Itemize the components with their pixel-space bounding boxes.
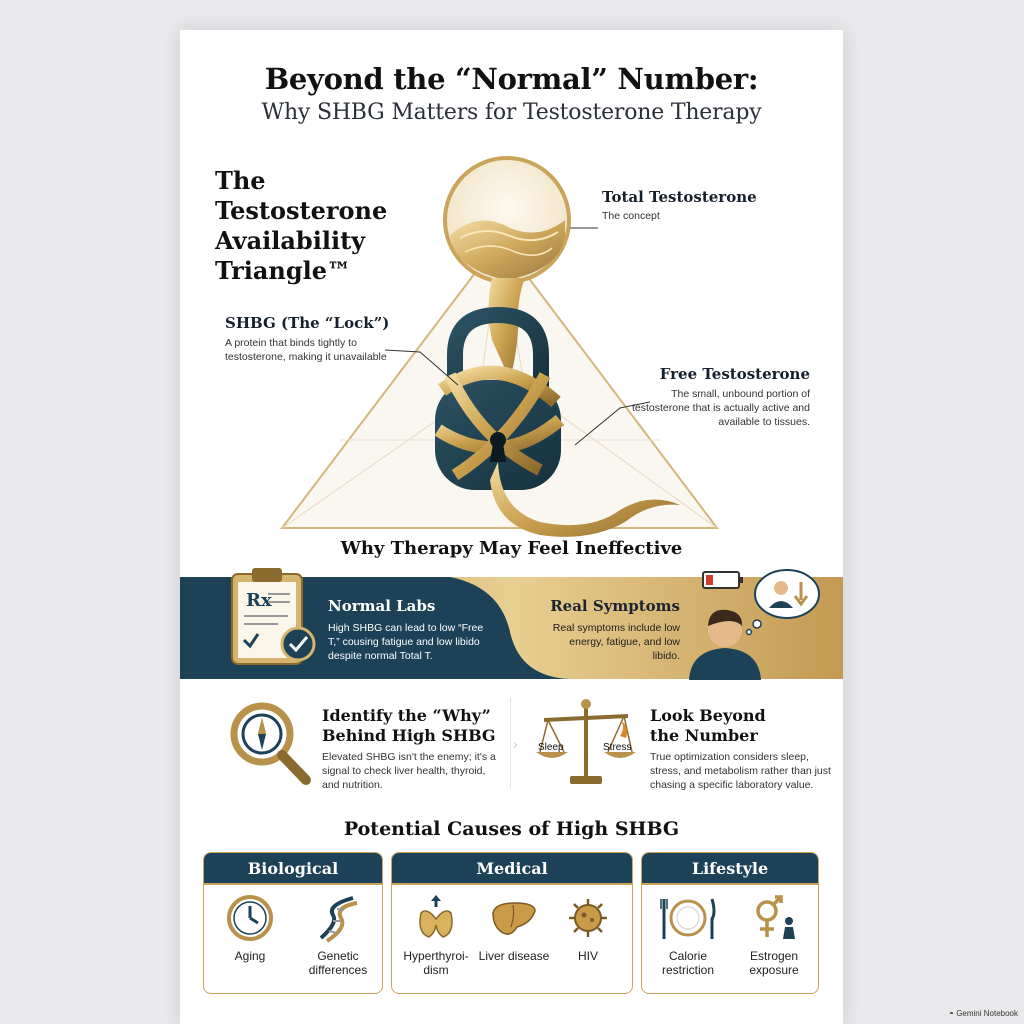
free-testosterone-text: The small, unbound portion of testosterone that is actually active and available to tissues. — [631, 388, 810, 428]
look-beyond-text: True optimization considers sleep, stress, and metabolism rather than just chasing a specific laboratory value. — [650, 751, 831, 791]
total-testosterone-text: The concept — [602, 210, 660, 222]
hiv-label: HIV — [577, 949, 598, 963]
liver-icon — [489, 893, 539, 943]
real-symptoms-text: Real symptoms include low energy, fatigue, and low libido. — [552, 622, 680, 662]
watermark — [949, 1009, 1018, 1018]
identify-why-heading: Identify the “Why” Behind High SHBG — [322, 706, 496, 745]
balance-scale-icon — [534, 696, 638, 788]
dna-icon — [313, 893, 363, 943]
biological-card — [203, 852, 383, 994]
magnifier-compass-icon — [228, 700, 314, 790]
shbg-text: A protein that binds tightly to testosterone, making it unavailable — [225, 337, 387, 363]
normal-labs-text: High SHBG can lead to low “Free T,” cousing fatigue and low libido despite normal Total T. — [328, 622, 484, 662]
normal-labs-heading: Normal Labs — [328, 597, 436, 615]
look-beyond-block — [650, 706, 838, 792]
shbg-label — [225, 314, 400, 364]
stress-label: Stress — [603, 742, 632, 753]
ineffective-title: Why Therapy May Feel Ineffective — [340, 538, 683, 559]
gemini-logo-icon: ◓ — [949, 1009, 954, 1018]
estrogen-item — [730, 893, 818, 977]
infographic-page — [180, 30, 843, 1024]
biological-card-title: Biological — [204, 853, 382, 885]
chevron-right-icon: › — [513, 736, 518, 752]
free-testosterone-label — [625, 365, 810, 429]
identify-why-text: Elevated SHBG isn't the enemy; it's a signal to check liver health, thyroid, and nutrition. — [322, 751, 496, 791]
plate-cutlery-icon — [658, 893, 718, 943]
causes-title: Potential Causes of High SHBG — [343, 818, 680, 840]
genetic-label: Genetic differences — [308, 949, 368, 977]
aging-label: Aging — [234, 949, 266, 963]
liver-label: Liver disease — [478, 949, 550, 963]
page-subtitle: Why SHBG Matters for Testosterone Therapy — [261, 100, 762, 125]
normal-labs-block — [328, 597, 488, 663]
total-testosterone-heading: Total Testosterone — [602, 188, 757, 206]
watermark-label: Gemini Notebook — [956, 1009, 1018, 1018]
clock-icon — [225, 893, 275, 943]
calorie-label: Calorie restriction — [661, 949, 714, 977]
gender-symbols-icon — [747, 893, 801, 943]
shbg-heading: SHBG (The “Lock”) — [225, 314, 390, 332]
thyroid-icon — [411, 893, 461, 943]
real-symptoms-heading: Real Symptoms — [550, 597, 680, 615]
real-symptoms-block — [540, 597, 680, 663]
look-beyond-heading: Look Beyond the Number — [650, 706, 766, 745]
page-title: Beyond the “Normal” Number: — [264, 62, 759, 96]
genetic-item — [294, 893, 382, 977]
sleep-label: Sleep — [538, 742, 564, 753]
hiv-item — [544, 893, 632, 963]
triangle-title: The Testosterone Availability Triangle™ — [215, 166, 388, 285]
medical-card — [391, 852, 633, 994]
calorie-item — [644, 893, 732, 977]
lifestyle-card-title: Lifestyle — [642, 853, 818, 885]
aging-item — [206, 893, 294, 963]
total-testosterone-label — [602, 188, 757, 223]
estrogen-label: Estrogen exposure — [749, 949, 799, 977]
hyperthyroidism-label: Hyperthyroi-dism — [403, 949, 469, 977]
virus-icon — [563, 893, 613, 943]
rx-symbol: Rx — [246, 590, 272, 611]
tired-person-icon — [685, 568, 840, 680]
middle-divider — [510, 698, 511, 788]
clipboard-rx-icon — [228, 562, 320, 668]
free-testosterone-heading: Free Testosterone — [659, 365, 810, 383]
lifestyle-card — [641, 852, 819, 994]
identify-why-block — [322, 706, 502, 792]
medical-card-title: Medical — [392, 853, 632, 885]
hyperthyroidism-item — [392, 893, 480, 977]
